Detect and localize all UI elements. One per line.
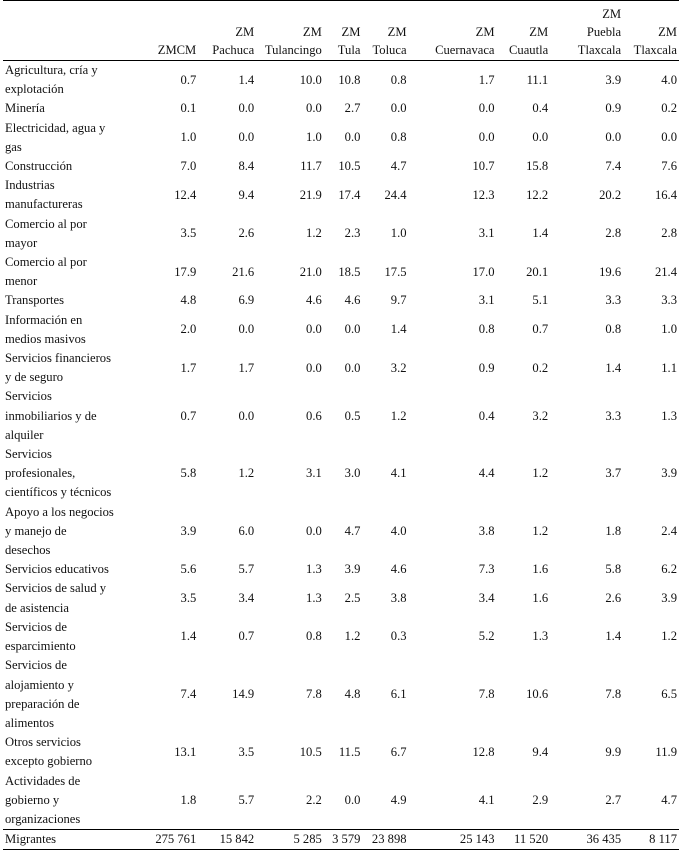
row-label-line: esparcimiento	[5, 639, 76, 654]
table-cell: 3.4	[238, 591, 255, 606]
row-label-line: gobierno y	[5, 792, 60, 807]
table-cell: 12.3	[472, 187, 495, 202]
table-row	[3, 656, 679, 733]
table-row	[3, 387, 679, 445]
table-cell: 2.2	[306, 792, 322, 807]
table-cell: 0.0	[238, 408, 255, 423]
table-cell: 2.9	[532, 792, 549, 807]
table-cell: 11.9	[655, 744, 677, 759]
table-cell: 7.8	[605, 687, 622, 702]
table-cell: 1.3	[532, 629, 549, 644]
total-row	[3, 830, 679, 850]
table-row	[3, 618, 679, 656]
table-cell: 15.8	[526, 159, 549, 174]
table-cell: 1.2	[306, 226, 322, 241]
row-label-line: excepto gobierno	[5, 754, 93, 769]
table-cell: 1.3	[661, 408, 677, 423]
table-cell: 0.0	[306, 101, 322, 116]
table-cell: 3.5	[180, 226, 197, 241]
table-cell: 20.2	[599, 187, 622, 202]
table-cell: 1.4	[390, 322, 407, 337]
column-header	[324, 1, 363, 61]
table-cell: 7.4	[605, 159, 622, 174]
table-cell: 0.0	[605, 130, 622, 145]
table-cell: 17.4	[338, 187, 361, 202]
row-label	[3, 656, 145, 733]
table-row	[3, 99, 679, 118]
total-cell: 5 285	[256, 830, 324, 850]
column-header-line: ZMCM	[157, 43, 197, 57]
table-cell: 3.9	[661, 591, 677, 606]
table-cell: 1.4	[180, 629, 197, 644]
column-header-line: ZM	[658, 25, 677, 39]
table-cell: 13.1	[174, 744, 197, 759]
column-header	[256, 1, 324, 61]
table-cell: 0.4	[478, 408, 495, 423]
row-label-line: Servicios de salud y	[5, 581, 107, 596]
table-cell: 4.7	[661, 792, 677, 807]
table-cell: 0.3	[390, 629, 407, 644]
row-label-line: preparación de	[5, 696, 80, 711]
table-row	[3, 291, 679, 310]
row-label-line: Comercio al por	[5, 216, 87, 231]
table-cell: 0.9	[478, 360, 495, 375]
table-cell: 7.6	[661, 159, 677, 174]
row-label-line: Construcción	[5, 159, 73, 174]
table-cell: 2.8	[605, 226, 622, 241]
table-cell: 9.9	[605, 744, 622, 759]
table-cell: 0.0	[306, 322, 322, 337]
table-row	[3, 579, 679, 617]
table-cell: 0.7	[180, 72, 197, 87]
row-label-line: Servicios de	[5, 658, 67, 673]
table-cell: 19.6	[599, 264, 622, 279]
table-cell: 2.0	[180, 322, 197, 337]
table-cell: 6.5	[661, 687, 677, 702]
row-label-line: Servicios educativos	[5, 562, 109, 577]
total-label: Migrantes	[3, 830, 145, 850]
column-header-line: ZM	[341, 25, 361, 39]
table-cell: 3.5	[180, 591, 197, 606]
row-label	[3, 387, 145, 445]
table-cell: 1.8	[605, 523, 622, 538]
table-cell: 6.2	[661, 562, 677, 577]
table-cell: 8.4	[238, 159, 255, 174]
table-cell: 0.8	[605, 322, 622, 337]
table-body	[3, 61, 679, 850]
total-cell: 25 143	[409, 830, 497, 850]
table-cell: 7.8	[306, 687, 322, 702]
table-cell: 3.2	[390, 360, 407, 375]
row-label-line: Actividades de	[5, 773, 81, 788]
row-label-line: de asistencia	[5, 600, 69, 615]
table-cell: 10.6	[526, 687, 549, 702]
table-cell: 1.2	[532, 523, 549, 538]
column-header-line: Tlaxcala	[633, 43, 677, 57]
row-label-line: alojamiento y	[5, 677, 74, 692]
table-cell: 4.4	[478, 466, 495, 481]
table-cell: 6.7	[390, 744, 407, 759]
table-cell: 1.2	[238, 466, 255, 481]
row-label-line: alquiler	[5, 427, 44, 442]
row-label-line: Servicios	[5, 389, 52, 404]
table-cell: 0.0	[306, 523, 322, 538]
table-cell: 1.6	[532, 562, 549, 577]
column-header-line: ZM	[529, 25, 549, 39]
table-cell: 0.8	[478, 322, 495, 337]
table-cell: 3.1	[306, 466, 322, 481]
total-cell: 275 761	[145, 830, 199, 850]
table-cell: 4.6	[390, 562, 407, 577]
row-label	[3, 119, 145, 157]
table-cell: 1.2	[344, 629, 361, 644]
table-row	[3, 157, 679, 176]
table-cell: 3.0	[344, 466, 361, 481]
table-cell: 1.7	[180, 360, 197, 375]
column-header-line: Pachuca	[212, 43, 255, 57]
table-cell: 0.0	[344, 130, 361, 145]
table-cell: 1.6	[532, 591, 549, 606]
row-label-line: Minería	[5, 101, 45, 116]
row-label	[3, 445, 145, 503]
row-label	[3, 560, 145, 579]
table-cell: 0.1	[180, 101, 197, 116]
table-cell: 3.7	[605, 466, 622, 481]
table-cell: 10.5	[299, 744, 322, 759]
row-label-line: científicos y técnicos	[5, 485, 112, 500]
table-cell: 0.4	[532, 101, 549, 116]
table-row	[3, 215, 679, 253]
table-cell: 2.7	[344, 101, 361, 116]
table-cell: 12.2	[526, 187, 549, 202]
row-label	[3, 291, 145, 310]
table-cell: 6.9	[238, 293, 255, 308]
table-cell: 6.1	[390, 687, 407, 702]
row-label	[3, 61, 145, 100]
table-row	[3, 733, 679, 771]
table-cell: 7.0	[180, 159, 197, 174]
row-label-line: Apoyo a los negocios	[5, 504, 114, 519]
table-cell: 11.1	[526, 72, 549, 87]
row-label	[3, 618, 145, 656]
total-cell: 23 898	[362, 830, 408, 850]
table-cell: 6.0	[238, 523, 255, 538]
row-label-line: Servicios financieros	[5, 351, 111, 366]
table-cell: 0.6	[306, 408, 322, 423]
table-cell: 0.0	[478, 130, 495, 145]
row-label	[3, 579, 145, 617]
row-label-line: Industrias	[5, 178, 55, 193]
table-cell: 0.0	[390, 101, 407, 116]
row-label-line: explotación	[5, 82, 64, 97]
column-header-line: ZM	[387, 25, 407, 39]
column-header-line: ZM	[602, 7, 622, 21]
row-label	[3, 733, 145, 771]
table-cell: 4.8	[180, 293, 197, 308]
total-cell: 36 435	[550, 830, 623, 850]
row-label	[3, 503, 145, 561]
table-cell: 1.2	[532, 466, 549, 481]
table-cell: 21.6	[232, 264, 255, 279]
row-label-line: Comercio al por	[5, 255, 87, 270]
table-cell: 0.8	[306, 629, 322, 644]
table-cell: 18.5	[338, 264, 361, 279]
table-cell: 0.8	[390, 72, 407, 87]
row-label-line: Información en	[5, 312, 83, 327]
table-cell: 4.0	[390, 523, 407, 538]
table-cell: 0.2	[532, 360, 549, 375]
column-header-line: ZM	[235, 25, 255, 39]
table-cell: 5.6	[180, 562, 197, 577]
table-cell: 0.7	[180, 408, 197, 423]
table-cell: 9.4	[532, 744, 549, 759]
table-cell: 1.8	[180, 792, 197, 807]
table-cell: 2.6	[605, 591, 622, 606]
table-cell: 10.7	[472, 159, 495, 174]
table-cell: 21.4	[654, 264, 677, 279]
table-cell: 4.9	[390, 792, 407, 807]
table-row	[3, 560, 679, 579]
table-row	[3, 445, 679, 503]
table-row	[3, 311, 679, 349]
header-row	[3, 1, 679, 61]
table-cell: 3.9	[605, 72, 622, 87]
table-cell: 3.4	[478, 591, 495, 606]
row-label-line: profesionales,	[5, 466, 76, 481]
row-label-line: Otros servicios	[5, 735, 81, 750]
total-cell: 8 117	[623, 830, 679, 850]
table-cell: 4.8	[344, 687, 361, 702]
table-cell: 2.6	[238, 226, 255, 241]
row-label	[3, 311, 145, 349]
row-label-line: y de seguro	[5, 370, 64, 385]
table-cell: 0.0	[661, 130, 677, 145]
row-label-line: menor	[5, 274, 38, 289]
table-cell: 3.9	[180, 523, 197, 538]
row-label-line: inmobiliarios y de	[5, 408, 97, 423]
table-cell: 1.2	[661, 629, 677, 644]
table-cell: 11.5	[338, 744, 361, 759]
table-cell: 1.7	[478, 72, 495, 87]
row-label	[3, 99, 145, 118]
table-cell: 1.0	[306, 130, 322, 145]
table-header	[3, 1, 679, 61]
table-cell: 1.4	[605, 629, 622, 644]
column-header	[198, 1, 256, 61]
table-cell: 12.8	[472, 744, 495, 759]
table-cell: 24.4	[384, 187, 407, 202]
column-header-line: Cuautla	[509, 43, 549, 57]
table-cell: 0.0	[344, 322, 361, 337]
row-label-line: y manejo de	[5, 523, 67, 538]
table-cell: 0.7	[238, 629, 255, 644]
table-cell: 0.0	[478, 101, 495, 116]
table-cell: 2.4	[661, 523, 677, 538]
table-cell: 0.7	[532, 322, 549, 337]
table-cell: 0.0	[238, 101, 255, 116]
table-cell: 9.7	[390, 293, 407, 308]
table-cell: 0.8	[390, 130, 407, 145]
table-cell: 5.7	[238, 792, 255, 807]
row-label-line: mayor	[5, 235, 38, 250]
table-cell: 4.7	[344, 523, 361, 538]
table-cell: 5.8	[180, 466, 197, 481]
table-cell: 3.8	[478, 523, 495, 538]
column-header-line: Puebla	[586, 25, 622, 39]
column-header-line: ZM	[475, 25, 495, 39]
table-cell: 1.4	[238, 72, 255, 87]
table-cell: 3.3	[605, 408, 622, 423]
table-cell: 1.4	[532, 226, 549, 241]
table-cell: 4.1	[478, 792, 495, 807]
table-cell: 17.5	[384, 264, 407, 279]
table-cell: 0.0	[238, 130, 255, 145]
table-cell: 1.4	[605, 360, 622, 375]
table-cell: 1.7	[238, 360, 255, 375]
table-cell: 1.0	[661, 322, 677, 337]
table-cell: 20.1	[526, 264, 549, 279]
table-cell: 3.5	[238, 744, 255, 759]
table-cell: 3.9	[344, 562, 361, 577]
table-cell: 1.1	[661, 360, 677, 375]
column-header	[550, 1, 623, 61]
row-label	[3, 349, 145, 387]
table-cell: 17.0	[472, 264, 495, 279]
row-label-line: Electricidad, agua y	[5, 120, 106, 135]
table-cell: 7.3	[478, 562, 495, 577]
row-label-line: alimentos	[5, 715, 54, 730]
row-label-line: Agricultura, cría y	[5, 63, 98, 77]
table-row	[3, 119, 679, 157]
table-cell: 14.9	[232, 687, 255, 702]
table-cell: 21.0	[299, 264, 322, 279]
table-row	[3, 349, 679, 387]
migrant-sector-table	[3, 0, 679, 850]
table-cell: 0.2	[661, 101, 677, 116]
table-cell: 3.3	[661, 293, 677, 308]
table-cell: 21.9	[299, 187, 322, 202]
row-label-line: medios masivos	[5, 331, 86, 346]
corner-cell	[3, 1, 145, 61]
table-cell: 4.0	[661, 72, 677, 87]
table-cell: 5.7	[238, 562, 255, 577]
column-header	[145, 1, 199, 61]
table-cell: 17.9	[174, 264, 197, 279]
table-cell: 1.0	[180, 130, 197, 145]
column-header	[409, 1, 497, 61]
table-cell: 4.6	[344, 293, 361, 308]
table-cell: 0.5	[344, 408, 361, 423]
table-cell: 10.5	[338, 159, 361, 174]
row-label-line: Servicios de	[5, 619, 67, 634]
table-cell: 5.2	[478, 629, 495, 644]
total-cell: 15 842	[198, 830, 256, 850]
table-cell: 11.7	[300, 159, 322, 174]
table-cell: 7.4	[180, 687, 197, 702]
table-cell: 1.0	[390, 226, 407, 241]
table-cell: 16.4	[654, 187, 677, 202]
table-cell: 3.3	[605, 293, 622, 308]
row-label	[3, 157, 145, 176]
table-cell: 2.3	[344, 226, 361, 241]
table-cell: 12.4	[174, 187, 197, 202]
row-label-line: Transportes	[5, 293, 65, 308]
row-label	[3, 772, 145, 830]
table-cell: 2.8	[661, 226, 677, 241]
row-label-line: desechos	[5, 543, 51, 558]
table-cell: 1.3	[306, 591, 322, 606]
table-row	[3, 61, 679, 100]
table-cell: 0.0	[238, 322, 255, 337]
column-header-line: Toluca	[372, 43, 407, 57]
table-cell: 5.1	[532, 293, 549, 308]
table-cell: 5.8	[605, 562, 622, 577]
column-header	[362, 1, 408, 61]
column-header-line: Tlaxcala	[577, 43, 622, 57]
table-cell: 3.9	[661, 466, 677, 481]
table-cell: 0.0	[532, 130, 549, 145]
table-row	[3, 253, 679, 291]
table-row	[3, 503, 679, 561]
table-cell: 0.0	[306, 360, 322, 375]
row-label-line: Servicios	[5, 447, 52, 462]
column-header-line: ZM	[302, 25, 322, 39]
column-header-line: Cuernavaca	[435, 43, 495, 57]
table-cell: 2.7	[605, 792, 622, 807]
table-cell: 9.4	[238, 187, 255, 202]
table-row	[3, 772, 679, 830]
table-cell: 2.5	[344, 591, 361, 606]
table-cell: 3.1	[478, 293, 495, 308]
table-cell: 10.8	[338, 72, 361, 87]
column-header-line: Tula	[337, 43, 361, 57]
row-label	[3, 176, 145, 214]
table-cell: 7.8	[478, 687, 495, 702]
table-cell: 4.6	[306, 293, 322, 308]
table-row	[3, 176, 679, 214]
column-header-line: Tulancingo	[264, 43, 322, 57]
table-cell: 0.9	[605, 101, 622, 116]
table-cell: 4.1	[390, 466, 407, 481]
table-cell: 3.2	[532, 408, 549, 423]
column-header	[497, 1, 551, 61]
table-cell: 1.2	[390, 408, 407, 423]
row-label-line: gas	[5, 139, 22, 154]
table-cell: 3.1	[478, 226, 495, 241]
row-label-line: manufactureras	[5, 197, 83, 212]
table-cell: 4.7	[390, 159, 407, 174]
table-cell: 1.3	[306, 562, 322, 577]
table-cell: 10.0	[299, 72, 322, 87]
table-cell: 0.0	[344, 360, 361, 375]
total-cell: 3 579	[324, 830, 363, 850]
row-label-line: organizaciones	[5, 811, 81, 826]
row-label	[3, 215, 145, 253]
table-cell: 3.8	[390, 591, 407, 606]
column-header	[623, 1, 679, 61]
table-cell: 0.0	[344, 792, 361, 807]
total-cell: 11 520	[497, 830, 551, 850]
row-label	[3, 253, 145, 291]
